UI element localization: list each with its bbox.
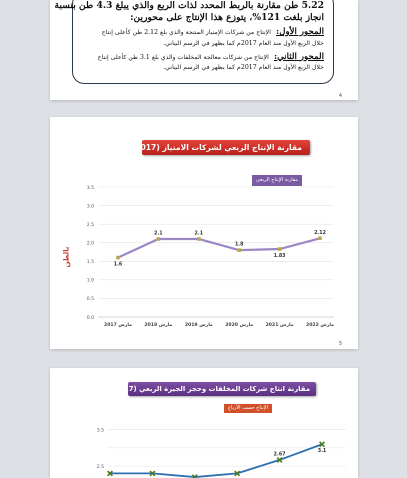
chart1-y-tick: 0.0 — [86, 315, 94, 321]
chart2 — [50, 368, 358, 478]
chart1-x-tick: مارس 2022 — [306, 323, 334, 328]
chart1-point — [157, 237, 161, 241]
chart1-x-tick: مارس 2018 — [144, 323, 173, 328]
chart1-legend: مقارنة الإنتاج الربعي — [252, 175, 302, 186]
chart1-y-tick: 1.0 — [86, 278, 94, 284]
chart1 — [50, 117, 358, 349]
chart1-y-tick: 1.5 — [86, 260, 94, 266]
chart1-x-tick: مارس 2020 — [225, 323, 254, 328]
chart2-data-label: 3.1 — [317, 449, 327, 455]
chart2-legend: الإنتاج حسب الأرباع — [224, 404, 272, 413]
axis1-title: المحور الأول: — [276, 27, 324, 37]
chart1-data-label: 1.6 — [113, 262, 123, 268]
axis2-text: الإنتاج من شركات معالجة المخلفات والذي بلغ 3.1 طن كأعلى إنتاج — [97, 53, 269, 61]
chart1-y-tick: 3.0 — [86, 204, 94, 210]
axis2-text-2: خلال الربع الأول منذ العام 2017م كما يظهر في الرسم البياني. — [163, 64, 324, 71]
chart1-point — [237, 248, 241, 252]
chart1-data-label: 2.12 — [314, 230, 326, 236]
chart1-title-banner: مقارنة الإنتاج الربعي لشركات الامتياز (2017-2022م) — [142, 140, 310, 155]
chart2-y-tick: 2.5 — [96, 464, 104, 470]
chart1-y-tick: 3.5 — [86, 185, 94, 191]
axis2-title: المحور الثاني: — [273, 51, 324, 62]
chart1-series-line — [118, 238, 320, 260]
chart1-point — [318, 236, 322, 240]
chart1-point — [197, 237, 201, 241]
chart1-x-tick: مارس 2017 — [104, 323, 132, 328]
chart2-data-label: 2.67 — [273, 452, 286, 458]
chart1-y-tick: 0.5 — [86, 297, 94, 303]
chart1-data-label: 1.83 — [273, 254, 286, 260]
page-number: 5 — [338, 341, 342, 347]
chart1-y-axis-label: بالطن — [62, 246, 71, 268]
chart2-y-tick: 3.5 — [96, 428, 104, 434]
report-page-3 — [50, 368, 358, 478]
chart2-title-banner: مقارنة انتاج شركات المخلفات وحجر الجيرة الربعي (2017-2022م) — [128, 382, 316, 396]
summary-line-1: 5.22 طن مقارنة بالربط المحدد لذات الربع والذي يبلغ 4.3 طن بنسبة — [54, 0, 324, 11]
chart1-data-label: 2.1 — [194, 231, 204, 237]
chart1-data-label: 2.1 — [154, 231, 163, 237]
summary-box — [54, 0, 334, 84]
report-page-1 — [50, 0, 358, 100]
summary-line-2: انجاز بلغت 121%، يتوزع هذا الإنتاج على محورين: — [130, 11, 324, 23]
chart2-series-line — [110, 444, 322, 477]
axis1-text: الإنتاج من شركات الإمتياز المنتجة والذي بلغ 2.12 طن كأعلى إنتاج — [101, 29, 271, 36]
chart1-y-tick: 2.0 — [86, 241, 94, 247]
axis1-text-2: خلال الربع الأول منذ العام 2017م كما يظهر في الرسم البياني. — [163, 39, 324, 47]
chart1-x-tick: مارس 2019 — [184, 323, 213, 328]
report-page-2 — [50, 117, 358, 349]
page-number: 4 — [338, 93, 342, 99]
chart1-data-label: 1.8 — [234, 242, 244, 248]
chart1-y-tick: 2.5 — [86, 222, 94, 228]
chart1-point — [278, 247, 282, 251]
chart1-x-tick: مارس 2021 — [265, 323, 294, 328]
chart1-point — [116, 256, 120, 260]
